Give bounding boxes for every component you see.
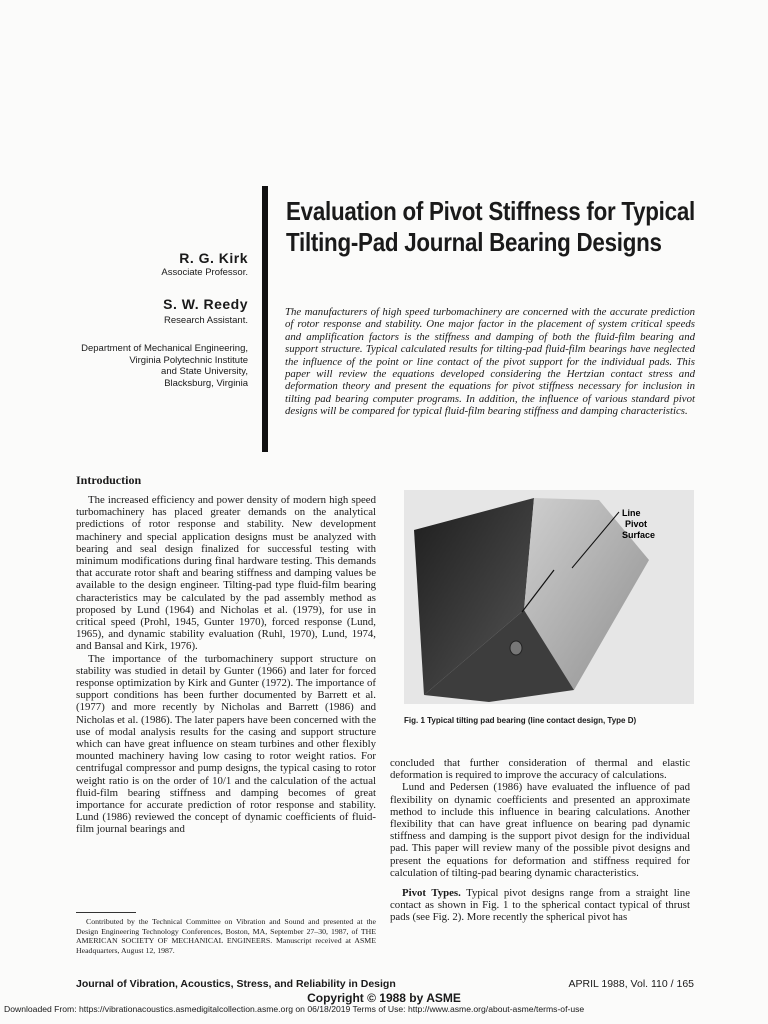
right-column	[390, 757, 690, 924]
title-rule	[262, 186, 268, 452]
footnote-rule	[76, 912, 136, 913]
affiliation-line: Blacksburg, Virginia	[164, 377, 248, 389]
paragraph-text: Typical pivot designs range from a straight line contact as shown in Fig. 1 to the spherical contact typical of thrust pads (see Fig. 2). More recently the spherical pivot has	[390, 887, 690, 924]
paragraph: The increased efficiency and power density of modern high speed turbomachinery has placed greater demands on the analytical predictions of rotor response and stability. New development machinery and special application designs must be analyzed with bearing and seal design finalized for successful testing with minimum modifications during final hardware testing. This demands that accurate rotor shaft and bearing stiffness and damping values be available to the design engineer. Tilting-pad type fluid-film bearing characteristics may be calculated by the pad assembly method as proposed by Lund (1964) and Nicholas et al. (1979), for use in critical speed (Prohl, 1945, Gunter 1970), forced response (Lund, 1965), and dynamic stability evaluation (Ruhl, 1970), Lund, 1974, and Bansal and Kirk, 1976).	[76, 494, 376, 653]
run-in-heading: Pivot Types.	[402, 887, 461, 900]
download-notice: Downloaded From: https://vibrationacoustics.asmedigitalcollection.asme.org on 06/18/2019 Terms of Use: http://www.asme.org/about-asme/terms-of-use	[4, 1004, 585, 1014]
author-1-name: R. G. Kirk	[179, 250, 248, 266]
figure-caption: Fig. 1 Typical tilting pad bearing (line contact design, Type D)	[404, 716, 637, 725]
tilting-pad-illustration	[404, 490, 694, 704]
paragraph: Lund and Pedersen (1986) have evaluated the influence of pad flexibility on dynamic coefficients and presented an approximate method to include this influence in bearing calculations. Another flexibility that can have great influence on bearing pad dynamic stiffness and damping is the support pivot design for the individual pad. This paper will review many of the possible pivot designs and present the equations for deformation and stiffness required for calculation of tilting-pad bearing dynamic characteristics.	[390, 781, 690, 879]
introduction-section	[76, 473, 376, 836]
author-2-name: S. W. Reedy	[163, 296, 248, 312]
figure-label: Pivot	[625, 519, 648, 529]
issue-info: APRIL 1988, Vol. 110 / 165	[568, 978, 694, 990]
pivot-pin	[510, 641, 522, 655]
paragraph: The importance of the turbomachinery support structure on stability was studied in detail by Gunter (1966) and later for forced response optimization by Kirk and Gunter (1972). The importance of support conditions has been further documented by Barrett et al. (1977) and more recently by Nicholas and Barrett (1986) and Nicholas et al. (1986). The later papers have been concerned with the use of modal analysis results for the casing and support structure which can have great influence on steam turbines and other flexibly mounted machinery having low casing to rotor weight ratios. For centrifugal compressor and pump designs, the typical casing to rotor weight ratio is on the order of 10/1 and the calculation of the actual fluid-film bearing stiffness and damping becomes of great importance for accurate prediction of rotor response and stability. Lund (1986) reviewed the concept of dynamic coefficients of fluid-film journal bearings and	[76, 652, 376, 836]
footnote: Contributed by the Technical Committee on Vibration and Sound and presented at the Design Engineering Technology Conferences, Boston, MA, September 27–30, 1987, of THE AMERICAN SOCIETY OF MECHANICAL ENGINEERS. Manuscript received at ASME Headquarters, August 12, 1987.	[76, 917, 376, 955]
paper-title: Evaluation of Pivot Stiffness for Typical Tilting-Pad Journal Bearing Designs	[286, 196, 695, 257]
abstract: The manufacturers of high speed turbomachinery are concerned with the accurate prediction of rotor response and stability. One major factor in the placement of system critical speeds and amplification factors is the stiffness and damping of both the fluid-film bearing and support structure. Typical calculated results for tilting-pad fluid-film bearings have neglected the influence of the point or line contact of the pivot support for the individual pads. This paper will review the equations developed considering the Hertzian contact stress and deformation theory and present the equations for pivot stiffness necessary for inclusion in tilting pad bearing computer programs. In addition, the influence of various standard pivot designs will be compared for typical fluid-film bearing stiffness and damping characteristics.	[285, 306, 695, 418]
affiliation-line: and State University,	[161, 366, 248, 377]
paragraph	[390, 887, 690, 924]
figure-label: Surface	[622, 530, 656, 540]
affiliation-line: Department of Mechanical Engineering,	[81, 343, 248, 354]
author-2-role: Research Assistant.	[164, 315, 248, 326]
section-heading: Introduction	[76, 473, 142, 487]
copyright: Copyright © 1988 by ASME	[307, 991, 461, 1005]
affiliation-line: Virginia Polytechnic Institute	[129, 354, 248, 366]
figure-1	[404, 490, 694, 704]
figure-label: Line	[622, 508, 641, 518]
author-1-role: Associate Professor.	[161, 267, 248, 278]
paragraph: concluded that further consideration of thermal and elastic deformation is required to improve the accuracy of calculations.	[390, 757, 690, 782]
journal-name: Journal of Vibration, Acoustics, Stress, and Reliability in Design	[76, 978, 396, 990]
affiliation	[70, 343, 248, 389]
